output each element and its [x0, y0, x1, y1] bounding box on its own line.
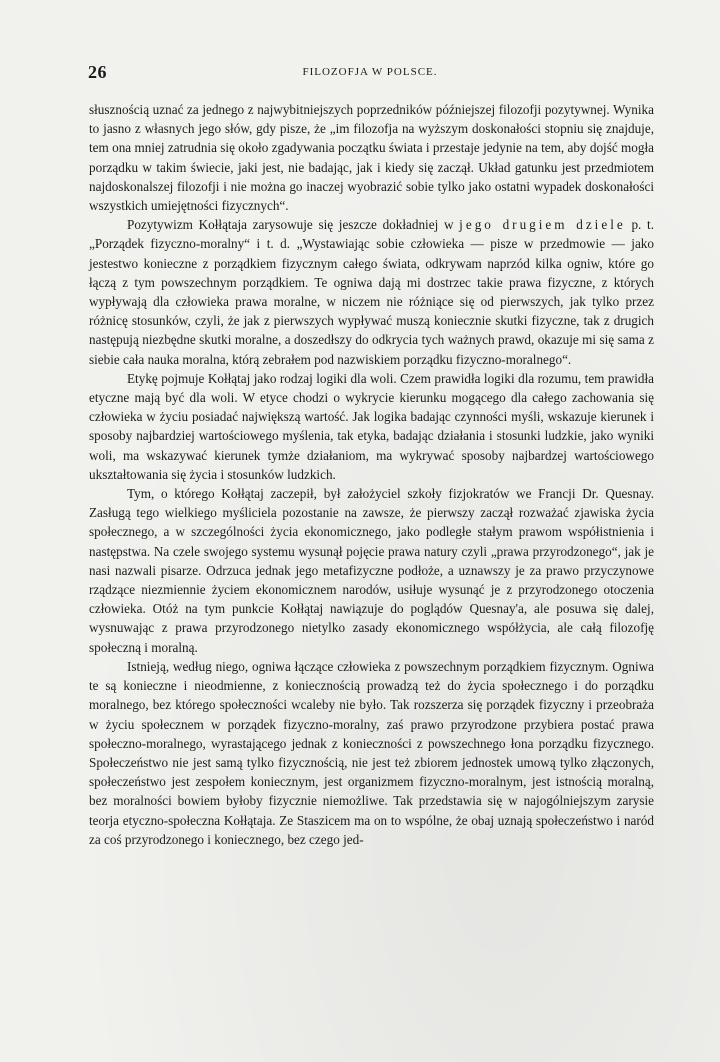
paragraph: Etykę pojmuje Kołłątaj jako rodzaj logiki dla woli. Czem prawidła logiki dla rozumu, tem prawidła etyczne mają być dla woli. W etyce chodzi o wykrycie kierunku mogącego dla całego zachowania się człowieka w życiu posiadać największą wartość. Jak logika badając czynności myśli, wskazuje kierunek i sposoby najbardziej wartościowego myślenia, tak etyka, badając działania i stosunki ludzkie, jako wyniki woli, ma wskazywać kierunek tymże działaniom, ma wykrywać sposoby najbardzej wartościowego ukształtowania się życia i stosunków ludzkich. [89, 370, 654, 482]
paragraph: słusznością uznać za jednego z najwybitniejszych poprzedników późniejszej filozofji pozytywnej. Wynika to jasno z własnych jego słów, gdy pisze, że „im filozofja na wyższym doskonałości stopniu się znajduje, tem ona mniej zatrudnia się około zgadywania początku świata i przestaje jedynie na tem, aby dojść mogła porządku w takim świecie, jaki jest, nie badając, jak i kiedy się zaczął. Układ gatunku jest przedmiotem najdoskonalszej filozofji i nie można go inaczej wyobrazić sobie tylko jako ostatni wypadek doskonałości wszystkich umiejętności fizycznych“. [89, 102, 654, 214]
paragraph-text: Pozytywizm Kołłątaja zarysowuje się jeszcze dokładniej w [127, 217, 460, 233]
page-number: 26 [88, 62, 107, 82]
spaced-emphasis: jego drugiem dziele [459, 217, 626, 233]
paragraph-text: p. t. „Porządek fizyczno-moralny“ i t. d. „Wystawiając sobie człowieka — pisze w przedmowie — jako jestestwo konieczne z porządkiem fizycznym całego świata, odkrywam naprzód kilka ogniw, które go łączą z tym powszechnym porządkiem. Te ogniwa dają mi dostrzec takie prawa fizyczne, z których wypływają dla człowieka prawa moralne, w niczem nie różniące się od pierwszych, jak tylko przez różnicę stosunków, czyli, że jak z pierwszych wypływać muszą koniecznie skutki fizyczne, tak z drugich następują niezbędne skutki moralne, a doszedłszy do odkrycia tych ważnych prawd, okazuje mi się sama z siebie cała nauka moralna, którą zebrałem pod nazwiskiem porządku fizyczno-moralnego“. [89, 217, 655, 367]
body-text [89, 100, 654, 849]
paragraph [89, 215, 654, 369]
page-header [88, 64, 652, 84]
paragraph: Tym, o którego Kołłątaj zaczepił, był założyciel szkoły fizjokratów we Francji Dr. Quesnay. Zasługą tego wielkiego myśliciela pozostanie na zawsze, że pierwszy zaczął rozważać zjawiska życia społecznego, a w szczególności życia ekonomicznego, jako podległe stałym prawom współistnienia i następstwa. Na czele swojego systemu wysunął pojęcie prawa natury czyli „prawa przyrodzonego“, jak je nasi nazwali pisarze. Odrzuca jednak jego metafizyczne podłoże, a uznawszy je za prawo przyczynowe rządzące niezmiennie życiem ekonomicznem narodów, usiłuje wysunąć je z przyrodzonego otoczenia człowieka. Otóż na tym punkcie Kołłątaj nawiązuje do poglądów Quesnay'a, ale posuwa się dalej, wysnuwając z prawa przyrodzonego nietylko zasady ekonomicznego współżycia, ale całą filozofję społeczną i moralną. [89, 486, 654, 655]
running-head: FILOZOFJA W POLSCE. [302, 66, 438, 78]
paragraph: Istnieją, według niego, ogniwa łączące człowieka z powszechnym porządkiem fizycznym. Ogniwa te są konieczne i nieodmienne, z koniecznością prowadzą też do życia społecznego i do porządku moralnego, bez którego społeczności wcaleby nie było. Tak rozszerza się porządek fizyczny i przeobraża w życiu społecznem w porządek fizyczno-moralny, zaś prawo przyrodzone przybiera postać prawa społeczno-moralnego, wyrastającego jednak z konieczności z powszechnego łona porządku fizycznego. Społeczeństwo nie jest samą tylko fizycznością, nie jest też zbiorem jednostek umową tylko złączonych, społeczeństwo jest zespołem koniecznym, jest organizmem fizyczno-moralnym, jest istnością moralną, bez moralności bowiem byłoby fizycznie niemożliwe. Tak przedstawia się w najogólniejszym zarysie teorja etyczno-społeczna Kołłątaja. Ze Staszicem ma on to wspólne, że obaj uznają społeczeństwo i naród za coś przyrodzonego i koniecznego, bez czego jed- [89, 658, 654, 847]
